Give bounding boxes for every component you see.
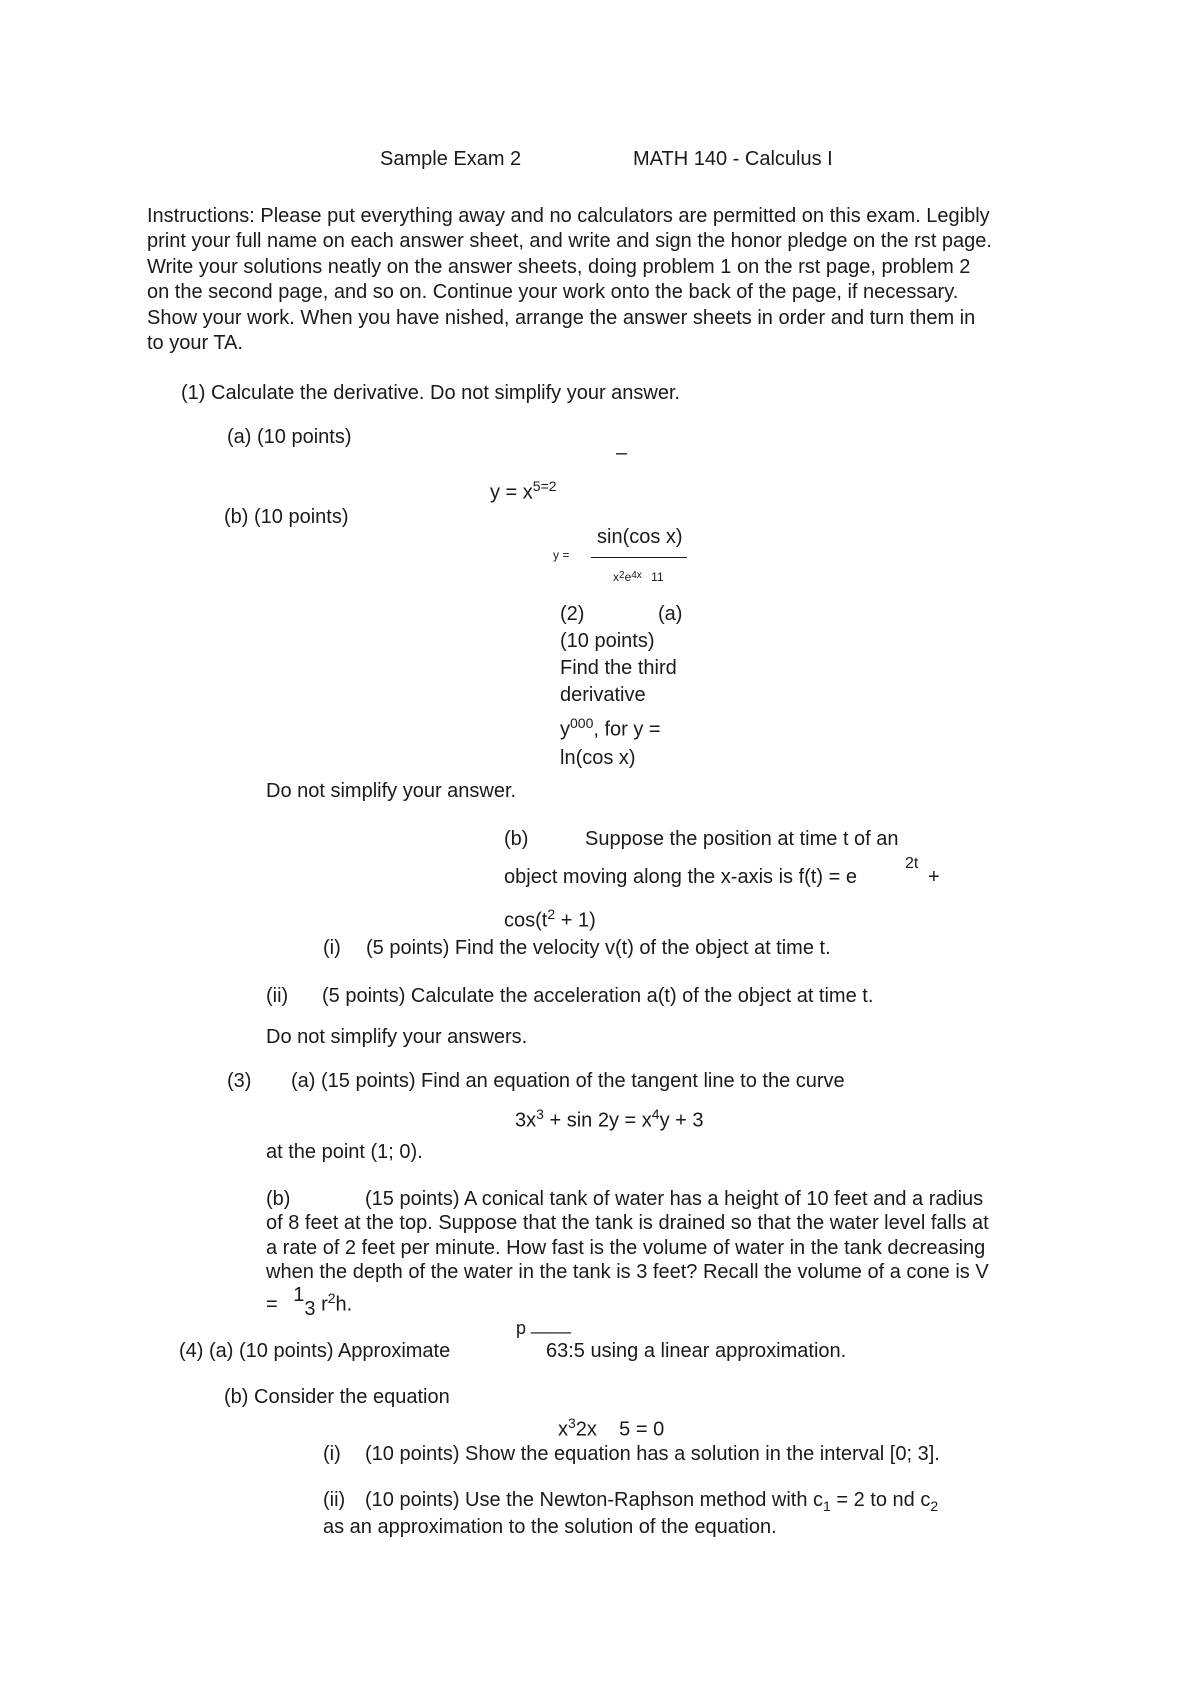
instructions-line: on the second page, and so on. Continue your work onto the back of the page, if necessary.	[147, 281, 959, 303]
problem-2b-cos: $\cos(t^2 + 1)$	[504, 906, 596, 932]
problem-3a-text: (a) (15 points) Find an equation of the tangent line to the curve	[291, 1070, 845, 1092]
problem-2a-note: Do not simplify your answer.	[266, 780, 517, 802]
instructions-line: Instructions: Please put everything away and no calculators are permitted on this exam. Legibly	[147, 205, 990, 227]
problem-1b-y: y =	[553, 548, 570, 562]
problem-1a-label: (a) (10 points)	[227, 426, 352, 448]
problem-4a-text: (4) (a) (10 points) Approximate	[179, 1340, 451, 1362]
course-title: MATH 140 - Calculus I	[633, 148, 833, 170]
problem-2b-exponent: 2t	[905, 855, 919, 872]
problem-1a-equation: $y = x^{5=2}$	[490, 478, 557, 504]
problem-2a-text: (10 points)	[560, 630, 655, 652]
problem-2a-text: derivative	[560, 684, 646, 706]
cone-volume-formula: = 13 $r^2h$.	[266, 1283, 353, 1320]
problem-3b-text: when the depth of the water in the tank is 3 feet? Recall the volume of a cone is V	[266, 1261, 989, 1283]
problem-1a-bar: –	[616, 442, 628, 464]
problem-2-note: Do not simplify your answers.	[266, 1026, 528, 1048]
problem-4b-ii-text: (10 points) Use the Newton-Raphson method with $c_1 = 2$ to nd $c_2$	[365, 1489, 939, 1514]
problem-2b-i-text: (5 points) Find the velocity v(t) of the object at time t.	[366, 937, 831, 959]
problem-2b-ii-text: (5 points) Calculate the acceleration a(t) of the object at time t.	[322, 985, 874, 1007]
sqrt-symbol: p	[516, 1318, 527, 1338]
problem-1-intro: (1) Calculate the derivative. Do not simplify your answer.	[181, 382, 681, 404]
instructions-line: print your full name on each answer sheet, and write and sign the honor pledge on the rst page.	[147, 230, 992, 252]
exam-title: Sample Exam 2	[380, 148, 522, 170]
problem-3b-text: (15 points) A conical tank of water has a height of 10 feet and a radius	[365, 1188, 984, 1210]
instructions-line: to your TA.	[147, 332, 243, 354]
problem-2b-text: object moving along the x-axis is f(t) = e	[504, 866, 857, 888]
problem-2b-label: (b)	[504, 828, 529, 850]
problem-2b-text: Suppose the position at time t of an	[585, 828, 899, 850]
problem-2a-label: (a)	[658, 603, 683, 625]
problem-1b-denominator: $x^2e^{4x}$ 11	[613, 570, 664, 584]
problem-4b-i-label: (i)	[323, 1443, 341, 1465]
instructions-line: Show your work. When you have nished, arrange the answer sheets in order and turn them in	[147, 307, 976, 329]
problem-2a-text: Find the third	[560, 657, 677, 679]
problem-2a-expression: $y^{000}$, for y =	[560, 715, 661, 741]
problem-2b-ii-label: (ii)	[266, 985, 289, 1007]
instructions-line: Write your solutions neatly on the answer sheets, doing problem 1 on the rst page, problem 2	[147, 256, 971, 278]
problem-3-number: (3)	[227, 1070, 252, 1092]
problem-2b-plus: +	[928, 866, 940, 888]
problem-4b-ii-label: (ii)	[323, 1489, 346, 1511]
problem-3a-point: at the point (1; 0).	[266, 1141, 423, 1163]
problem-2a-function: ln(cos x)	[560, 747, 636, 769]
problem-4b-ii-text: as an approximation to the solution of the equation.	[323, 1516, 777, 1538]
problem-4b-text: (b) Consider the equation	[224, 1386, 450, 1408]
sqrt-bar: ____	[531, 1314, 572, 1334]
problem-2-number: (2)	[560, 603, 585, 625]
problem-1b-label: (b) (10 points)	[224, 506, 349, 528]
problem-1b-numerator: sin(cos x)	[597, 526, 683, 548]
problem-3b-text: of 8 feet at the top. Suppose that the tank is drained so that the water level falls at	[266, 1212, 989, 1234]
problem-3b-label: (b)	[266, 1188, 291, 1210]
problem-2b-i-label: (i)	[323, 937, 341, 959]
problem-4b-equation: $x^32x$ 5 = 0	[558, 1415, 665, 1441]
problem-3b-text: a rate of 2 feet per minute. How fast is the volume of water in the tank decreasing	[266, 1237, 986, 1259]
fraction-bar	[591, 557, 687, 558]
problem-4b-i-text: (10 points) Show the equation has a solution in the interval [0; 3].	[365, 1443, 940, 1465]
problem-4a-rest: 63:5 using a linear approximation.	[546, 1340, 847, 1362]
problem-3a-equation: $3x^3 + \sin 2y = x^4y + 3$	[515, 1106, 704, 1132]
